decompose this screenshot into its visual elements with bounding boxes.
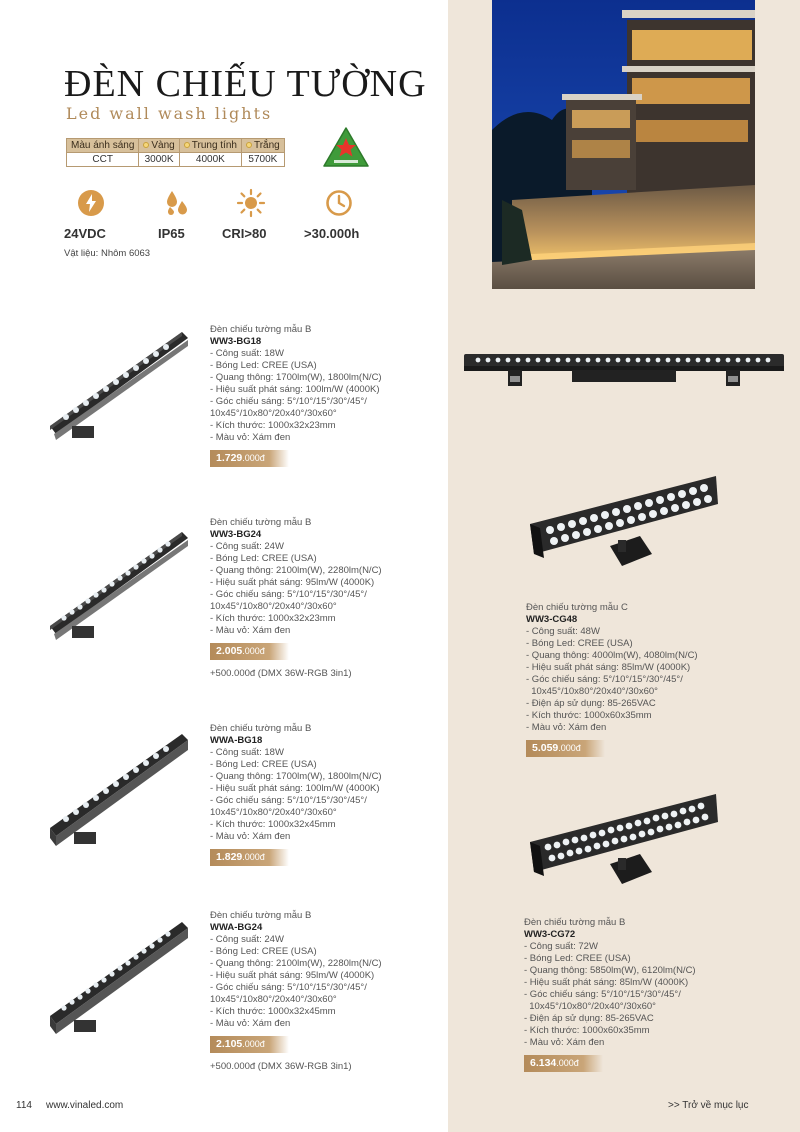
product-model: WW3-BG24 (210, 529, 262, 540)
lightning-icon (76, 188, 106, 218)
dmx-option-note: +500.000đ (DMX 36W-RGB 3in1) (210, 668, 352, 679)
material-text: Vật liệu: Nhôm 6063 (64, 248, 151, 259)
product-ww3-bg24 (210, 517, 460, 679)
spec-line: - Công suất: 72W (524, 941, 598, 952)
product-image-wwa-bg24 (44, 916, 190, 1040)
product-model: WWA-BG18 (210, 735, 263, 746)
spec-line: - Hiệu suất phát sáng: 100lm/W (4000K) (210, 384, 380, 395)
spec-line: - Góc chiếu sáng: 5°/10°/15°/30°/45°/ (526, 674, 683, 685)
spec-line: - Bóng Led: CREE (USA) (210, 360, 317, 371)
spec-line: - Hiệu suất phát sáng: 100lm/W (4000K) (210, 783, 380, 794)
price-suffix: .000đ (242, 852, 265, 862)
cct-row-white: 5700K (241, 153, 284, 167)
spec-line: - Màu vỏ: Xám đen (210, 1018, 291, 1029)
product-image-ww3-cg48 (526, 470, 722, 574)
spec-line: - Góc chiếu sáng: 5°/10°/15°/30°/45°/ (524, 989, 681, 1000)
cct-row-warm: 3000K (139, 153, 179, 167)
dmx-option-note: +500.000đ (DMX 36W-RGB 3in1) (210, 1061, 352, 1072)
product-image-ww3-bg24 (44, 522, 190, 642)
price-value: 1.829 (216, 851, 243, 863)
spec-line: - Công suất: 18W (210, 348, 284, 359)
spec-line: - Hiệu suất phát sáng: 85lm/W (4000K) (526, 662, 691, 673)
spec-line: - Điện áp sử dụng: 85-265VAC (526, 698, 656, 709)
spec-line: - Màu vỏ: Xám đen (210, 831, 291, 842)
price-suffix: .000đ (242, 453, 265, 463)
cri-value: CRI>80 (222, 226, 267, 241)
spec-line: - Công suất: 18W (210, 747, 284, 758)
spec-line: - Bóng Led: CREE (USA) (210, 759, 317, 770)
spec-line: - Công suất: 24W (210, 541, 284, 552)
spec-line: - Kích thước: 1000x60x35mm (524, 1025, 650, 1036)
neutral-dot-icon (184, 142, 190, 148)
spec-line: - Bóng Led: CREE (USA) (210, 946, 317, 957)
spec-line: - Bóng Led: CREE (USA) (210, 553, 317, 564)
price-suffix: .000đ (242, 646, 265, 656)
page-subtitle: Led wall wash lights (66, 104, 273, 123)
product-model: WW3-CG48 (526, 614, 578, 625)
product-type: Đèn chiếu tường mẫu B (210, 723, 312, 734)
ip-rating-value: IP65 (158, 226, 185, 241)
product-image-wwa-bg18 (44, 728, 190, 852)
spec-line: - Kích thước: 1000x60x35mm (526, 710, 652, 721)
price-tag (210, 1036, 289, 1053)
product-image-ww3-cg72 (526, 788, 722, 892)
spec-line: - Quang thông: 5850lm(W), 6120lm(N/C) (524, 965, 696, 976)
price-value: 6.134 (530, 1057, 557, 1069)
price-value: 2.005 (216, 645, 243, 657)
product-model: WW3-BG18 (210, 336, 262, 347)
product-wwa-bg24 (210, 910, 460, 1072)
product-image-bar-front (462, 348, 786, 392)
spec-line: 10x45°/10x80°/20x40°/30x60° (210, 994, 337, 1005)
spec-line: - Góc chiếu sáng: 5°/10°/15°/30°/45°/ (210, 396, 367, 407)
spec-line: - Quang thông: 4000lm(W), 4080lm(N/C) (526, 650, 698, 661)
clock-icon (324, 188, 354, 218)
price-suffix: .000đ (558, 743, 581, 753)
page-number: 114 (16, 1100, 32, 1111)
spec-line: - Quang thông: 1700lm(W), 1800lm(N/C) (210, 372, 382, 383)
spec-line: - Màu vỏ: Xám đen (210, 432, 291, 443)
product-type: Đèn chiếu tường mẫu C (526, 602, 628, 613)
cct-row-neutral: 4000K (179, 153, 241, 167)
spec-line: - Kích thước: 1000x32x45mm (210, 1006, 336, 1017)
spec-line: - Màu vỏ: Xám đen (524, 1037, 605, 1048)
product-model: WW3-CG72 (524, 929, 576, 940)
spec-line: - Màu vỏ: Xám đen (526, 722, 607, 733)
product-ww3-bg18 (210, 324, 460, 467)
spec-line: 10x45°/10x80°/20x40°/30x60° (210, 601, 337, 612)
product-wwa-bg18 (210, 723, 460, 866)
cct-row-label: CCT (67, 153, 139, 167)
cct-table (66, 138, 285, 167)
spec-line: - Góc chiếu sáng: 5°/10°/15°/30°/45°/ (210, 795, 367, 806)
product-type: Đèn chiếu tường mẫu B (210, 324, 312, 335)
spec-line: - Công suất: 24W (210, 934, 284, 945)
spec-line: - Góc chiếu sáng: 5°/10°/15°/30°/45°/ (210, 982, 367, 993)
price-value: 1.729 (216, 452, 243, 464)
product-ww3-cg48 (526, 602, 776, 757)
product-ww3-cg72 (524, 917, 774, 1072)
product-model: WWA-BG24 (210, 922, 263, 933)
warm-dot-icon (143, 142, 149, 148)
product-image-ww3-bg18 (44, 322, 190, 442)
cct-head-warm: Vàng (151, 140, 175, 151)
eco-certification-badge-icon (322, 126, 370, 170)
spec-line: 10x45°/10x80°/20x40°/30x60° (210, 408, 337, 419)
product-type: Đèn chiếu tường mẫu B (524, 917, 626, 928)
cct-head-white: Trắng (253, 140, 280, 151)
spec-line: - Hiệu suất phát sáng: 85lm/W (4000K) (524, 977, 689, 988)
spec-line: - Quang thông: 1700lm(W), 1800lm(N/C) (210, 771, 382, 782)
sun-icon (236, 188, 266, 218)
spec-line: - Bóng Led: CREE (USA) (526, 638, 633, 649)
hero-building-photo (492, 0, 755, 289)
cct-head-neutral: Trung tính (191, 140, 237, 151)
price-tag (210, 450, 289, 467)
price-suffix: .000đ (556, 1058, 579, 1068)
spec-line: 10x45°/10x80°/20x40°/30x60° (524, 1001, 656, 1012)
price-value: 5.059 (532, 742, 559, 754)
price-value: 2.105 (216, 1038, 243, 1050)
spec-line: - Kích thước: 1000x32x23mm (210, 613, 336, 624)
website-link[interactable]: www.vinaled.com (46, 1100, 124, 1111)
spec-line: - Kích thước: 1000x32x23mm (210, 420, 336, 431)
page-title: ĐÈN CHIẾU TƯỜNG (64, 63, 427, 105)
white-dot-icon (246, 142, 252, 148)
voltage-value: 24VDC (64, 226, 106, 241)
water-drops-icon (162, 188, 192, 218)
spec-line: - Hiệu suất phát sáng: 95lm/W (4000K) (210, 970, 375, 981)
price-tag (210, 643, 289, 660)
cct-head-label: Màu ánh sáng (67, 139, 139, 153)
product-type: Đèn chiếu tường mẫu B (210, 517, 312, 528)
price-suffix: .000đ (242, 1039, 265, 1049)
price-tag (524, 1055, 603, 1072)
back-to-contents-link[interactable]: >> Trở về mục lục (668, 1100, 749, 1111)
spec-line: - Bóng Led: CREE (USA) (524, 953, 631, 964)
product-type: Đèn chiếu tường mẫu B (210, 910, 312, 921)
spec-line: - Kích thước: 1000x32x45mm (210, 819, 336, 830)
spec-line: - Góc chiếu sáng: 5°/10°/15°/30°/45°/ (210, 589, 367, 600)
spec-line: - Hiệu suất phát sáng: 95lm/W (4000K) (210, 577, 375, 588)
spec-line: - Quang thông: 2100lm(W), 2280lm(N/C) (210, 565, 382, 576)
spec-line: 10x45°/10x80°/20x40°/30x60° (210, 807, 337, 818)
lifespan-value: >30.000h (304, 226, 360, 241)
price-tag (210, 849, 289, 866)
spec-line: - Màu vỏ: Xám đen (210, 625, 291, 636)
spec-line: - Điện áp sử dụng: 85-265VAC (524, 1013, 654, 1024)
price-tag (526, 740, 605, 757)
spec-line: - Quang thông: 2100lm(W), 2280lm(N/C) (210, 958, 382, 969)
spec-line: 10x45°/10x80°/20x40°/30x60° (526, 686, 658, 697)
spec-line: - Công suất: 48W (526, 626, 600, 637)
